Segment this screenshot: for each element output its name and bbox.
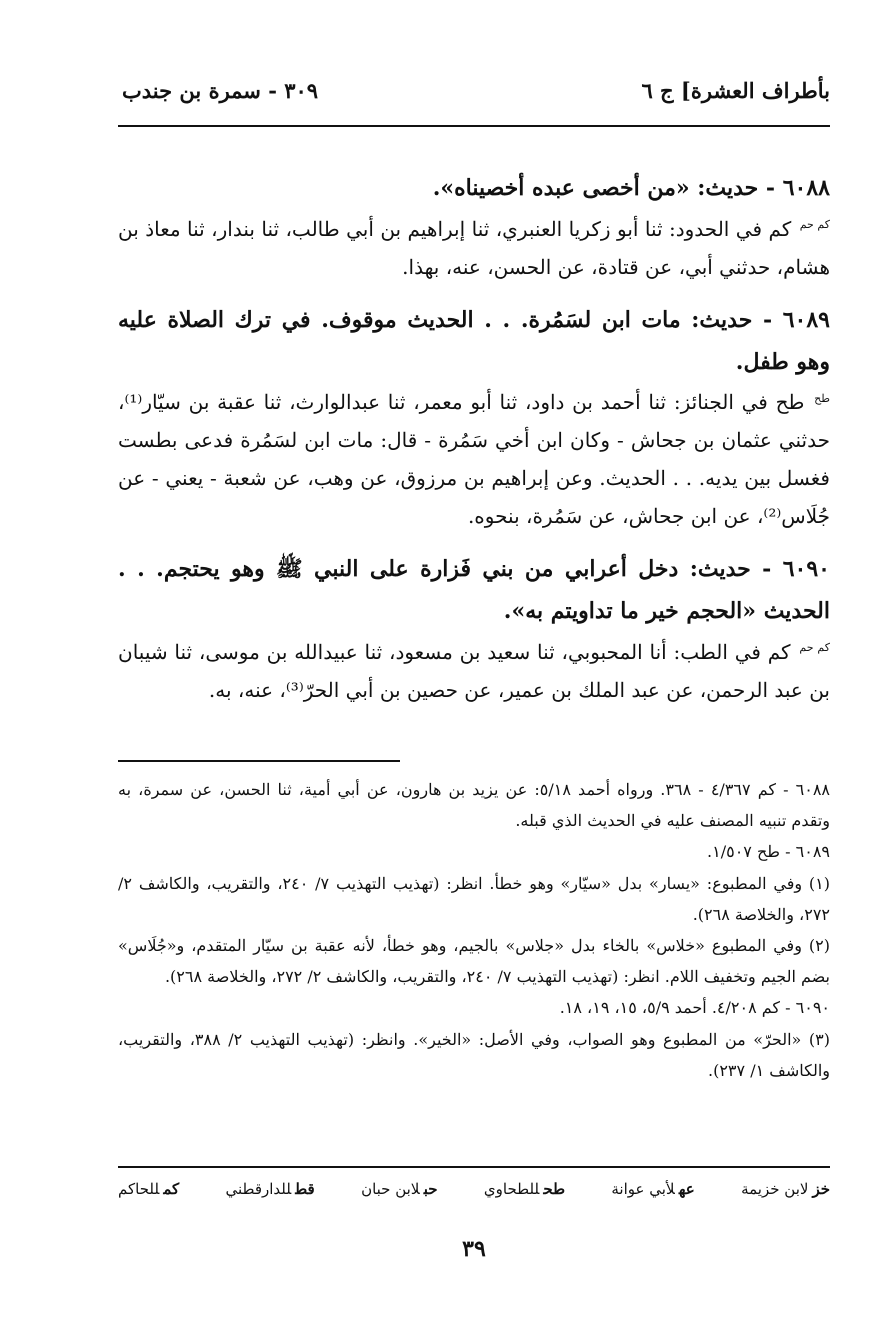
book-title: بأطراف العشرة] ج ٦ xyxy=(641,78,830,103)
footnote: ٦٠٨٩ - طح ١/٥٠٧. xyxy=(707,842,830,862)
hadith-entry xyxy=(118,300,830,536)
footnote: ٦٠٨٨ - كم ٤/٣٦٧ - ٣٦٨. ورواه أحمد ٥/١٨: عن يزيد بن هارون، عن أبي أمية، ثنا الحسن، عن سمرة، به وتقدم تنبيه المصنف عليه في الحديث الذي قبله. xyxy=(118,780,831,831)
abbreviation-item xyxy=(741,1180,830,1198)
footnote: (٣) «الحرّ» من المطبوع وهو الصواب، وفي الأصل: «الخير». وانظر: (تهذيب التهذيب ٢/ ٣٨٨، والتقريب، والكاشف ١/ ٢٣٧). xyxy=(118,1029,831,1080)
hadith-chain xyxy=(118,383,830,535)
footnote: (٢) وفي المطبوع «خلاس» بالخاء بدل «جلاس» بالجيم، وهو خطأ، لأنه عقبة بن سيّار المتقدم، و«جُلَاس» بضم الجيم وتخفيف اللام. انظر: (تهذيب التهذيب ٧/ ٢٤٠، والتقريب، والكاشف ٢/ ٢٧٢، والخلاصة ٢٦٨). xyxy=(118,935,830,987)
footer-divider xyxy=(118,1166,830,1168)
abbreviation-code: عه xyxy=(678,1180,695,1198)
abbreviation-code: كم xyxy=(163,1180,180,1198)
hadith-heading xyxy=(118,300,830,384)
page-number: ٣٩ xyxy=(462,1236,486,1262)
abbreviation-item xyxy=(361,1180,438,1198)
chain-text: طح في الجنائز: ثنا أحمد بن داود، ثنا أبو معمر، ثنا عبدالوارث، ثنا عقبة بن سيّار⁽¹⁾، حدثني عثمان بن جحاش - وكان ابن أخي سَمُرة - قال: مات ابن لسَمُرة فدعى بطست فغسل بين يديه. . . الحديث. وعن إبراهيم بن مرزوق، عن وهب، عن شعبة - يعني - عن جُلَاس⁽²⁾، عن ابن جحاش، عن سَمُرة، بنحوه. xyxy=(118,390,830,529)
abbreviation-key xyxy=(118,1180,830,1198)
abbreviation-item xyxy=(118,1180,179,1198)
abbreviation-item xyxy=(611,1180,694,1198)
hadith-chain xyxy=(118,633,830,709)
abbreviation-label: لابن حبان xyxy=(361,1180,420,1198)
main-text xyxy=(118,168,830,723)
hadith-number: ٦٠٨٨ xyxy=(782,175,830,201)
footnote: ٦٠٩٠ - كم ٤/٢٠٨. أحمد ٥/٩، ١٥، ١٩، ١٨. xyxy=(559,998,830,1018)
hadith-number: ٦٠٨٩ xyxy=(782,306,830,333)
abbreviation-label: للطحاوي xyxy=(483,1180,540,1198)
chain-text: كم في الحدود: ثنا أبو زكريا العنبري، ثنا إبراهيم بن أبي طالب، ثنا بندار، ثنا معاذ بن هشام، حدثني أبي، عن قتادة، عن الحسن، عنه، بهذا. xyxy=(118,216,830,279)
abbreviation-label: للدارقطني xyxy=(225,1180,292,1198)
hadith-text: - حديث: «من أخصى عبده أخصيناه». xyxy=(432,175,776,201)
source-marker: كم حم xyxy=(799,218,830,232)
abbreviation-label: للحاكم xyxy=(118,1180,160,1198)
footnotes xyxy=(118,774,830,1086)
source-marker: كم حم xyxy=(799,641,830,655)
chain-text: كم في الطب: أنا المحبوبي، ثنا سعيد بن مسعود، ثنا عبيدالله بن موسى، ثنا شيبان بن عبد الرحمن، عن عبد الملك بن عمير، عن حصين بن أبي الحرّ⁽³⁾، عنه، به. xyxy=(118,639,830,702)
abbreviation-label: لابن خزيمة xyxy=(741,1180,809,1198)
abbreviation-code: حب xyxy=(423,1180,438,1198)
footnote: (١) وفي المطبوع: «يسار» بدل «سيّار» وهو خطأ. انظر: (تهذيب التهذيب ٧/ ٢٤٠، والتقريب، والكاشف ٢/ ٢٧٢، والخلاصة ٢٦٨). xyxy=(118,873,830,924)
abbreviation-code: قط xyxy=(295,1180,315,1198)
section-title: ٣٠٩ - سمرة بن جندب xyxy=(122,78,319,103)
hadith-number: ٦٠٩٠ xyxy=(782,556,830,583)
abbreviation-item xyxy=(226,1180,315,1198)
header-divider xyxy=(118,125,830,127)
running-header xyxy=(118,78,830,114)
abbreviation-code: طح xyxy=(543,1180,566,1198)
hadith-text: - حديث: دخل أعرابي من بني فَزارة على النبي ﷺ وهو يحتجم. . . الحديث «الحجم خير ما تداويتم به». xyxy=(118,556,830,625)
hadith-heading xyxy=(118,549,830,633)
abbreviation-label: لأبي عوانة xyxy=(611,1180,675,1198)
hadith-chain xyxy=(118,210,830,286)
hadith-heading xyxy=(118,168,830,210)
footnote-divider xyxy=(118,760,400,762)
abbreviation-code: خز xyxy=(812,1180,830,1198)
source-marker: طح xyxy=(814,391,830,405)
hadith-entry xyxy=(118,168,830,286)
hadith-entry xyxy=(118,549,830,709)
hadith-text: - حديث: مات ابن لسَمُرة. . . الحديث موقوف. في ترك الصلاة عليه وهو طفل. xyxy=(118,306,830,375)
abbreviation-item xyxy=(484,1180,565,1198)
